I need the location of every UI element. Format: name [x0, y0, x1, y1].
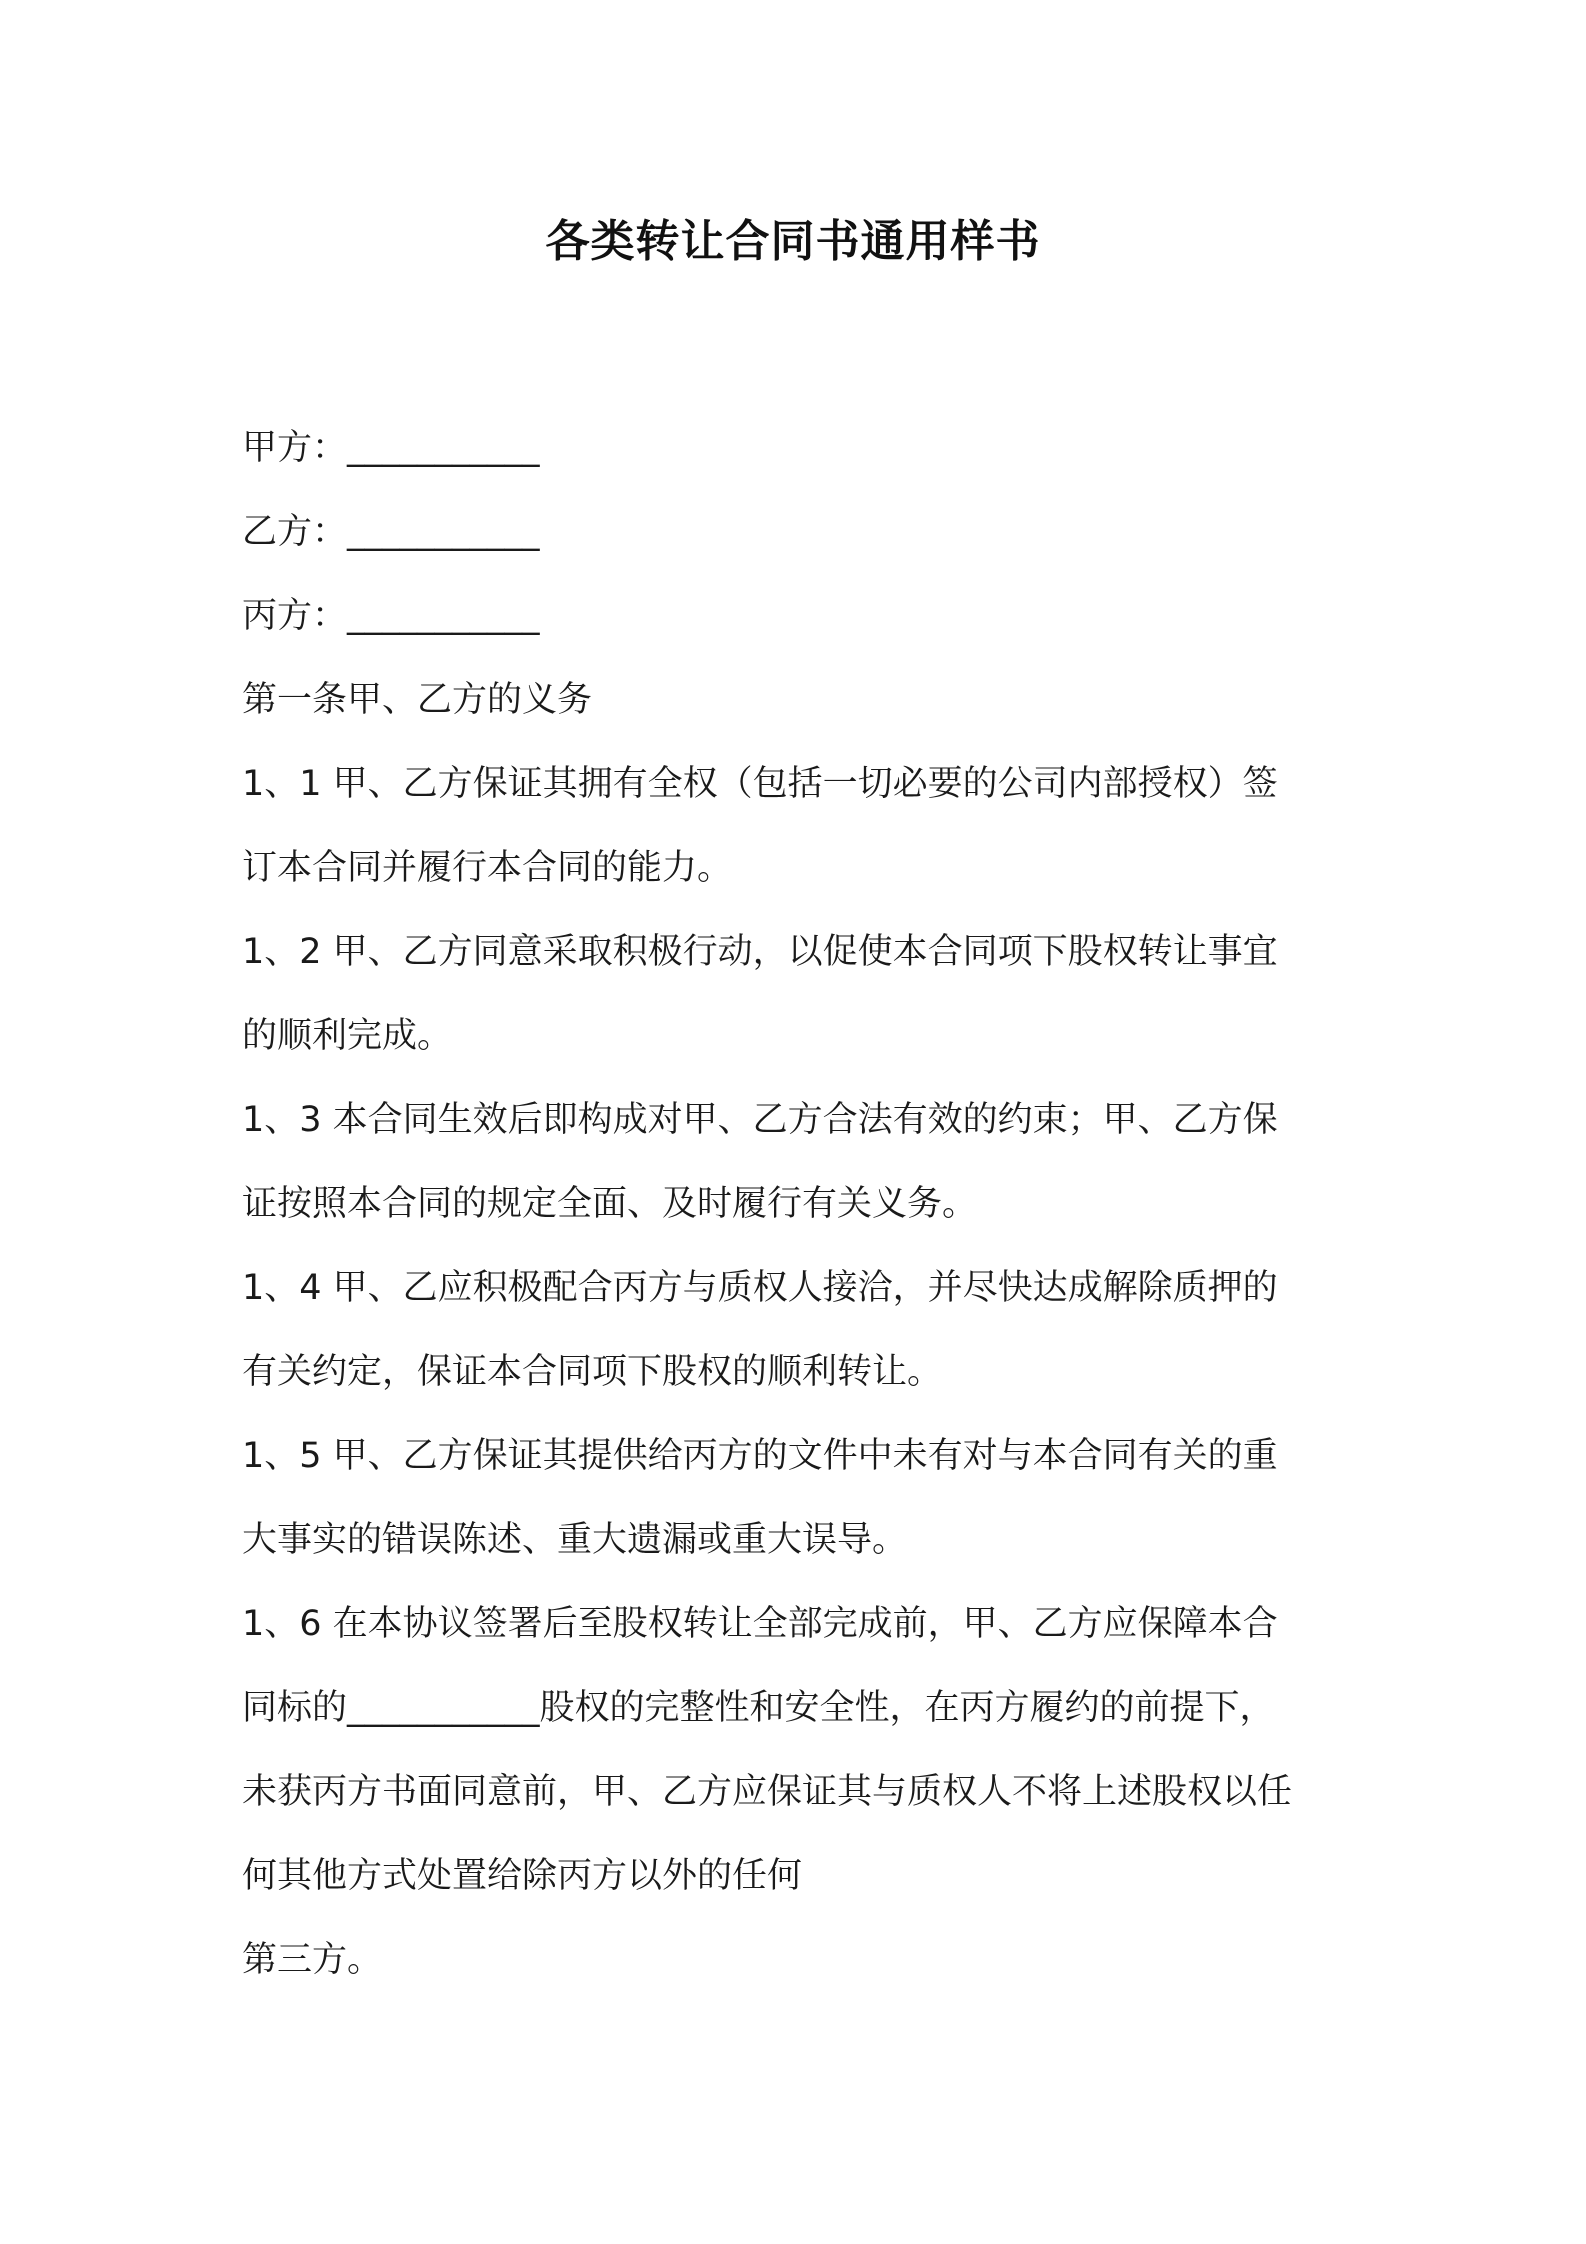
- paragraph-line: 1、6 在本协议签署后至股权转让全部完成前，甲、乙方应保障本合: [242, 1604, 1278, 1644]
- paragraph-line: 1、2 甲、乙方同意采取积极行动，以促使本合同项下股权转让事宜: [242, 932, 1278, 972]
- party-b-line: 乙方：___________: [242, 512, 540, 552]
- paragraph-line: 1、1 甲、乙方保证其拥有全权（包括一切必要的公司内部授权）签: [242, 764, 1278, 804]
- paragraph-line: 订本合同并履行本合同的能力。: [242, 848, 733, 888]
- paragraph-line: 1、3 本合同生效后即构成对甲、乙方合法有效的约束；甲、乙方保: [242, 1100, 1278, 1140]
- paragraph-line: 同标的___________股权的完整性和安全性，在丙方履约的前提下，: [242, 1688, 1275, 1728]
- paragraph-line: 大事实的错误陈述、重大遗漏或重大误导。: [242, 1520, 908, 1560]
- document-title: 各类转让合同书通用样书: [545, 216, 1041, 267]
- paragraph-line: 1、5 甲、乙方保证其提供给丙方的文件中未有对与本合同有关的重: [242, 1436, 1278, 1476]
- party-c-line: 丙方：___________: [242, 596, 540, 636]
- paragraph-line: 未获丙方书面同意前，甲、乙方应保证其与质权人不将上述股权以任: [242, 1772, 1293, 1812]
- paragraph-line: 1、4 甲、乙应积极配合丙方与质权人接洽，并尽快达成解除质押的: [242, 1268, 1278, 1308]
- paragraph-line: 的顺利完成。: [242, 1016, 453, 1056]
- party-a-line: 甲方：___________: [242, 428, 540, 468]
- paragraph-line: 证按照本合同的规定全面、及时履行有关义务。: [242, 1184, 978, 1224]
- paragraph-line: 有关约定，保证本合同项下股权的顺利转让。: [242, 1352, 943, 1392]
- paragraph-line: 第三方。: [242, 1940, 383, 1980]
- paragraph-line: 何其他方式处置给除丙方以外的任何: [242, 1856, 803, 1896]
- article-heading: 第一条甲、乙方的义务: [242, 680, 593, 720]
- document-body: [242, 406, 1362, 2002]
